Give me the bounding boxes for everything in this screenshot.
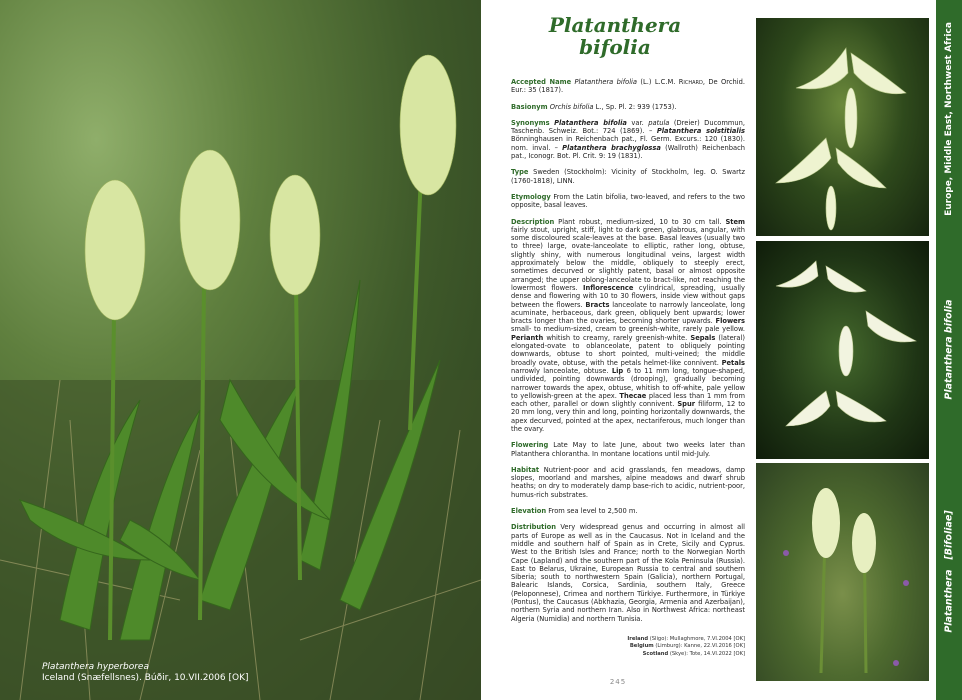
accepted-name-para: Accepted Name Platanthera bifolia (L.) L.C.M. Richard, De Orchid. Eur.: 35 (1817).: [511, 78, 745, 95]
flowering-para: Flowering Late May to late June, about two weeks later than Platanthera chlorantha. In montane locations until mid-July.: [511, 441, 745, 458]
photo-credit-2: Belgium (Limburg): Kanne, 22.VI.2016 [OK]: [629, 643, 745, 650]
genus-section-label: Platanthera [Bifoliae]: [943, 509, 955, 633]
page-title: Platanthera bifolia: [548, 13, 682, 59]
page-number: 245: [609, 678, 627, 686]
photo-credit-3: Scotland (Skye): Tote, 14.VI.2022 [OK]: [642, 650, 745, 657]
region-label: Europe, Middle East, Northwest Africa: [944, 22, 954, 216]
text-page: [481, 0, 962, 700]
photo-credits: [621, 636, 745, 658]
habitat-para: Habitat Nutrient-poor and acid grasslands, fen meadows, damp slopes, moorland and marshes, alpine meadows and dwarf shrub heaths; on dry to moderately damp base-rich to acidic, nutrient-poor, humus-rich substrates.: [511, 465, 745, 499]
species-label: Platanthera bifolia: [943, 298, 955, 400]
photo-credit-1: Ireland (Sligo): Mullaghmore, 7.VI.2004 [OK]: [627, 636, 745, 642]
caption-species: Platanthera hyperborea: [42, 662, 149, 672]
flower-closeup-photo-2: [756, 241, 929, 459]
photo-caption: [42, 662, 248, 684]
species-description: [511, 78, 745, 631]
type-para: Type Sweden (Stockholm): Vicinity of Stockholm, leg. O. Swartz (1760-1818), LINN.: [511, 168, 745, 185]
elevation-para: Elevation From sea level to 2,500 m.: [511, 507, 638, 516]
description-para: Description Plant robust, medium-sized, 10 to 30 cm tall. Stem fairly stout, upright, stiff, light to dark green, glabrous, angular, with some discoloured scale-leaves at the base. Basal leaves (usually two to three) large, ovate-lanceolate to elliptic, rather long, obtuse, slightly shiny, with numerous longitudinal veins, largest width approximately below the middle, obliquely to steeply erect, sometimes decurved or slightly patent, basal or almost opposite arranged; the upper oblong-lanceolate to bract-like, not reaching the lowermost flowers. Inflorescence cylindrical, spreading, usually dense and flowering with 10 to 30 flowers, inside view without gaps between the flowers. Bracts lanceolate to narrowly lanceolate, long acuminate, herbaceous, dark green, obliquely bent upwards; lower bracts longer than the ovaries, becoming shorter upwards. Flowers small- to medium-sized, cream to greenish-white, rarely pale yellow. Perianth whitish to creamy, rarely greenish-white. Sepals (lateral) elongated-ovate to oblanceolate, patent to obliquely pointing downwards, obtuse to short pointed, multi-veined; the middle broadly ovate, obtuse, with the petals helmet-like connivent. Petals narrowly lanceolate, obtuse. Lip 6 to 11 mm long, tongue-shaped, undivided, pointing downwards (drooping), gradually becoming narrower towards the apex, obtuse, whitish to off-white, pale yellow to yellowish-green at the apex. Thecae placed less than 1 mm from each other, parallel or down slightly connivent. Spur filiform, 12 to 20 mm long, very thin and long, pointing horizontally downwards, the apex decurved, pointed at the apex, nectariferous, much longer than the ovary.: [511, 217, 746, 433]
etymology-para: Etymology From the Latin bifolia, two-leaved, and refers to the two opposite, basal leaves.: [511, 192, 745, 210]
habitat-photo: [756, 463, 929, 681]
distribution-para: Distribution Very widespread genus and occurring in almost all parts of Europe as well as in the Caucasus. Not in Iceland and the middle and southern half of Spain as in Crete, Sicily and Cyprus. West to the British Isles and France; north to the Norwegian North Cape (Lapland) and the southern part of the Kola Peninsula (Russia). East to Belarus, Ukraine, European Russia to central and southern Siberia; south to northwestern Spain (Galicia), northern Portugal, Balearic Islands, Corsica, Sardinia, southern Italy, Greece (Peloponnese), Crimea and northern Türkiye. Furthermore, in Türkiye (Pontus), the Caucasus (Abkhazia, Georgia, Armenia and Azerbaijan), northern Syria and northern Iran. Also in Northwest Africa: northeast Algeria (Numidia) and northern Tunisia.: [511, 523, 745, 623]
flower-closeup-photo-1: [756, 18, 929, 236]
synonyms-para: Synonyms Platanthera bifolia var. patula (Dreier) Ducommun, Taschenb. Schweiz. Bot.: 724 (1869). – Platanthera solstitialis Bönninghausen in Reichenbach pat., Fl. Germ. Excurs.: 120 (1830). nom. inval. – Platanthera brachyglossa (Wallroth) Reichenbach pat., Iconogr. Bot. Pl. Crit. 9: 19 (1831).: [511, 118, 745, 161]
basionym-para: Basionym Orchis bifolia L., Sp. Pl. 2: 939 (1753).: [511, 102, 677, 111]
caption-location: Iceland (Snæfellsnes). Búðir, 10.VII.2006 [OK]: [42, 673, 249, 683]
